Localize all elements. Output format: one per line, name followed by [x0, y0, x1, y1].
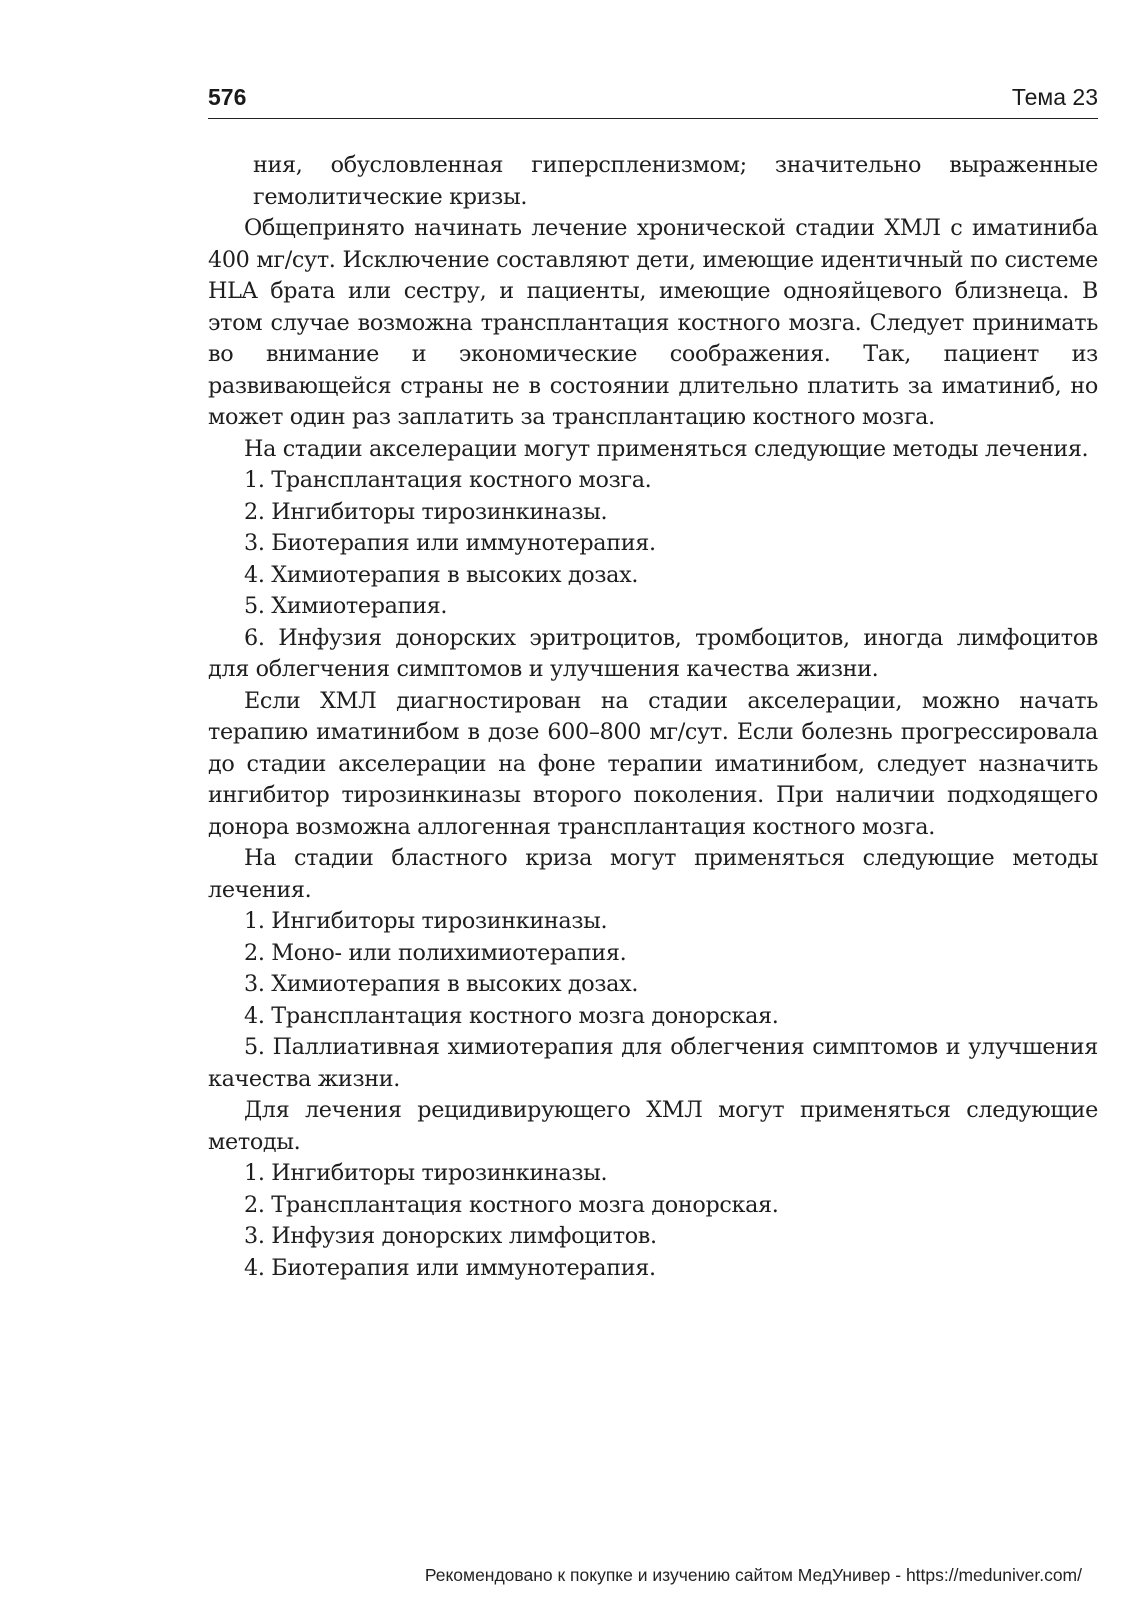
list-item: 5. Паллиативная химиотерапия для облегчения симптомов и улучшения качества жизни. — [208, 1034, 1098, 1092]
paragraph: На стадии акселерации могут применяться следующие методы лечения. — [244, 435, 1089, 462]
list-item: 1. Ингибиторы тирозинкиназы. — [244, 908, 608, 934]
running-title: Тема 23 — [1011, 84, 1098, 110]
list-item: 3. Химиотерапия в высоких дозах. — [244, 971, 639, 997]
page-header — [208, 84, 1098, 119]
paragraph: На стадии бластного криза могут применяться следующие методы лечения. — [208, 845, 1098, 903]
paragraph: ния, обусловленная гиперспленизмом; значительно выраженные гемолитические кризы. — [253, 152, 1098, 210]
paragraph: Если ХМЛ диагностирован на стадии акселерации, можно начать терапию иматинибом в дозе 600–800 мг/сут. Если болезнь прогрессировала до стадии акселерации на фоне терапии иматинибом, следует назначить ингибитор тирозинкиназы второго поколения. При наличии подходящего донора возможна аллогенная трансплантация костного мозга. — [208, 687, 1098, 840]
list-item: 1. Ингибиторы тирозинкиназы. — [244, 1160, 608, 1186]
paragraph: Для лечения рецидивирующего ХМЛ могут применяться следующие методы. — [208, 1097, 1098, 1155]
list-item: 2. Ингибиторы тирозинкиназы. — [244, 498, 608, 525]
list-item: 3. Биотерапия или иммунотерапия. — [244, 530, 656, 556]
paragraph: Общепринято начинать лечение хронической стадии ХМЛ с иматиниба 400 мг/сут. Исключение составляют дети, имеющие идентичный по системе HLA брата или сестру, и пациенты, имеющие однояйцевого близнеца. В этом случае возможна трансплантация костного мозга. Следует принимать во внимание и экономические соображения. Так, пациент из развивающейся страны не в состоянии длительно платить за иматиниб, но может один раз заплатить за трансплантацию костного мозга. — [208, 215, 1098, 430]
list-item: 6. Инфузия донорских эритроцитов, тромбоцитов, иногда лимфоцитов для облегчения симптомов и улучшения качества жизни. — [208, 624, 1098, 682]
list-item: 4. Трансплантация костного мозга донорская. — [244, 1002, 779, 1029]
list-item: 3. Инфузия донорских лимфоцитов. — [244, 1223, 657, 1249]
list-item: 4. Химиотерапия в высоких дозах. — [244, 561, 639, 588]
body-text — [208, 150, 1098, 1284]
list-item: 4. Биотерапия или иммунотерапия. — [244, 1254, 656, 1281]
list-item: 2. Трансплантация костного мозга донорская. — [244, 1191, 779, 1218]
page-number: 576 — [208, 84, 247, 110]
list-item: 1. Трансплантация костного мозга. — [244, 467, 652, 493]
list-item: 2. Моно- или полихимиотерапия. — [244, 939, 627, 966]
list-item: 5. Химиотерапия. — [244, 593, 448, 619]
footer-note: Рекомендовано к покупке и изучению сайтом МедУнивер - https://meduniver.com/ — [424, 1565, 1082, 1585]
